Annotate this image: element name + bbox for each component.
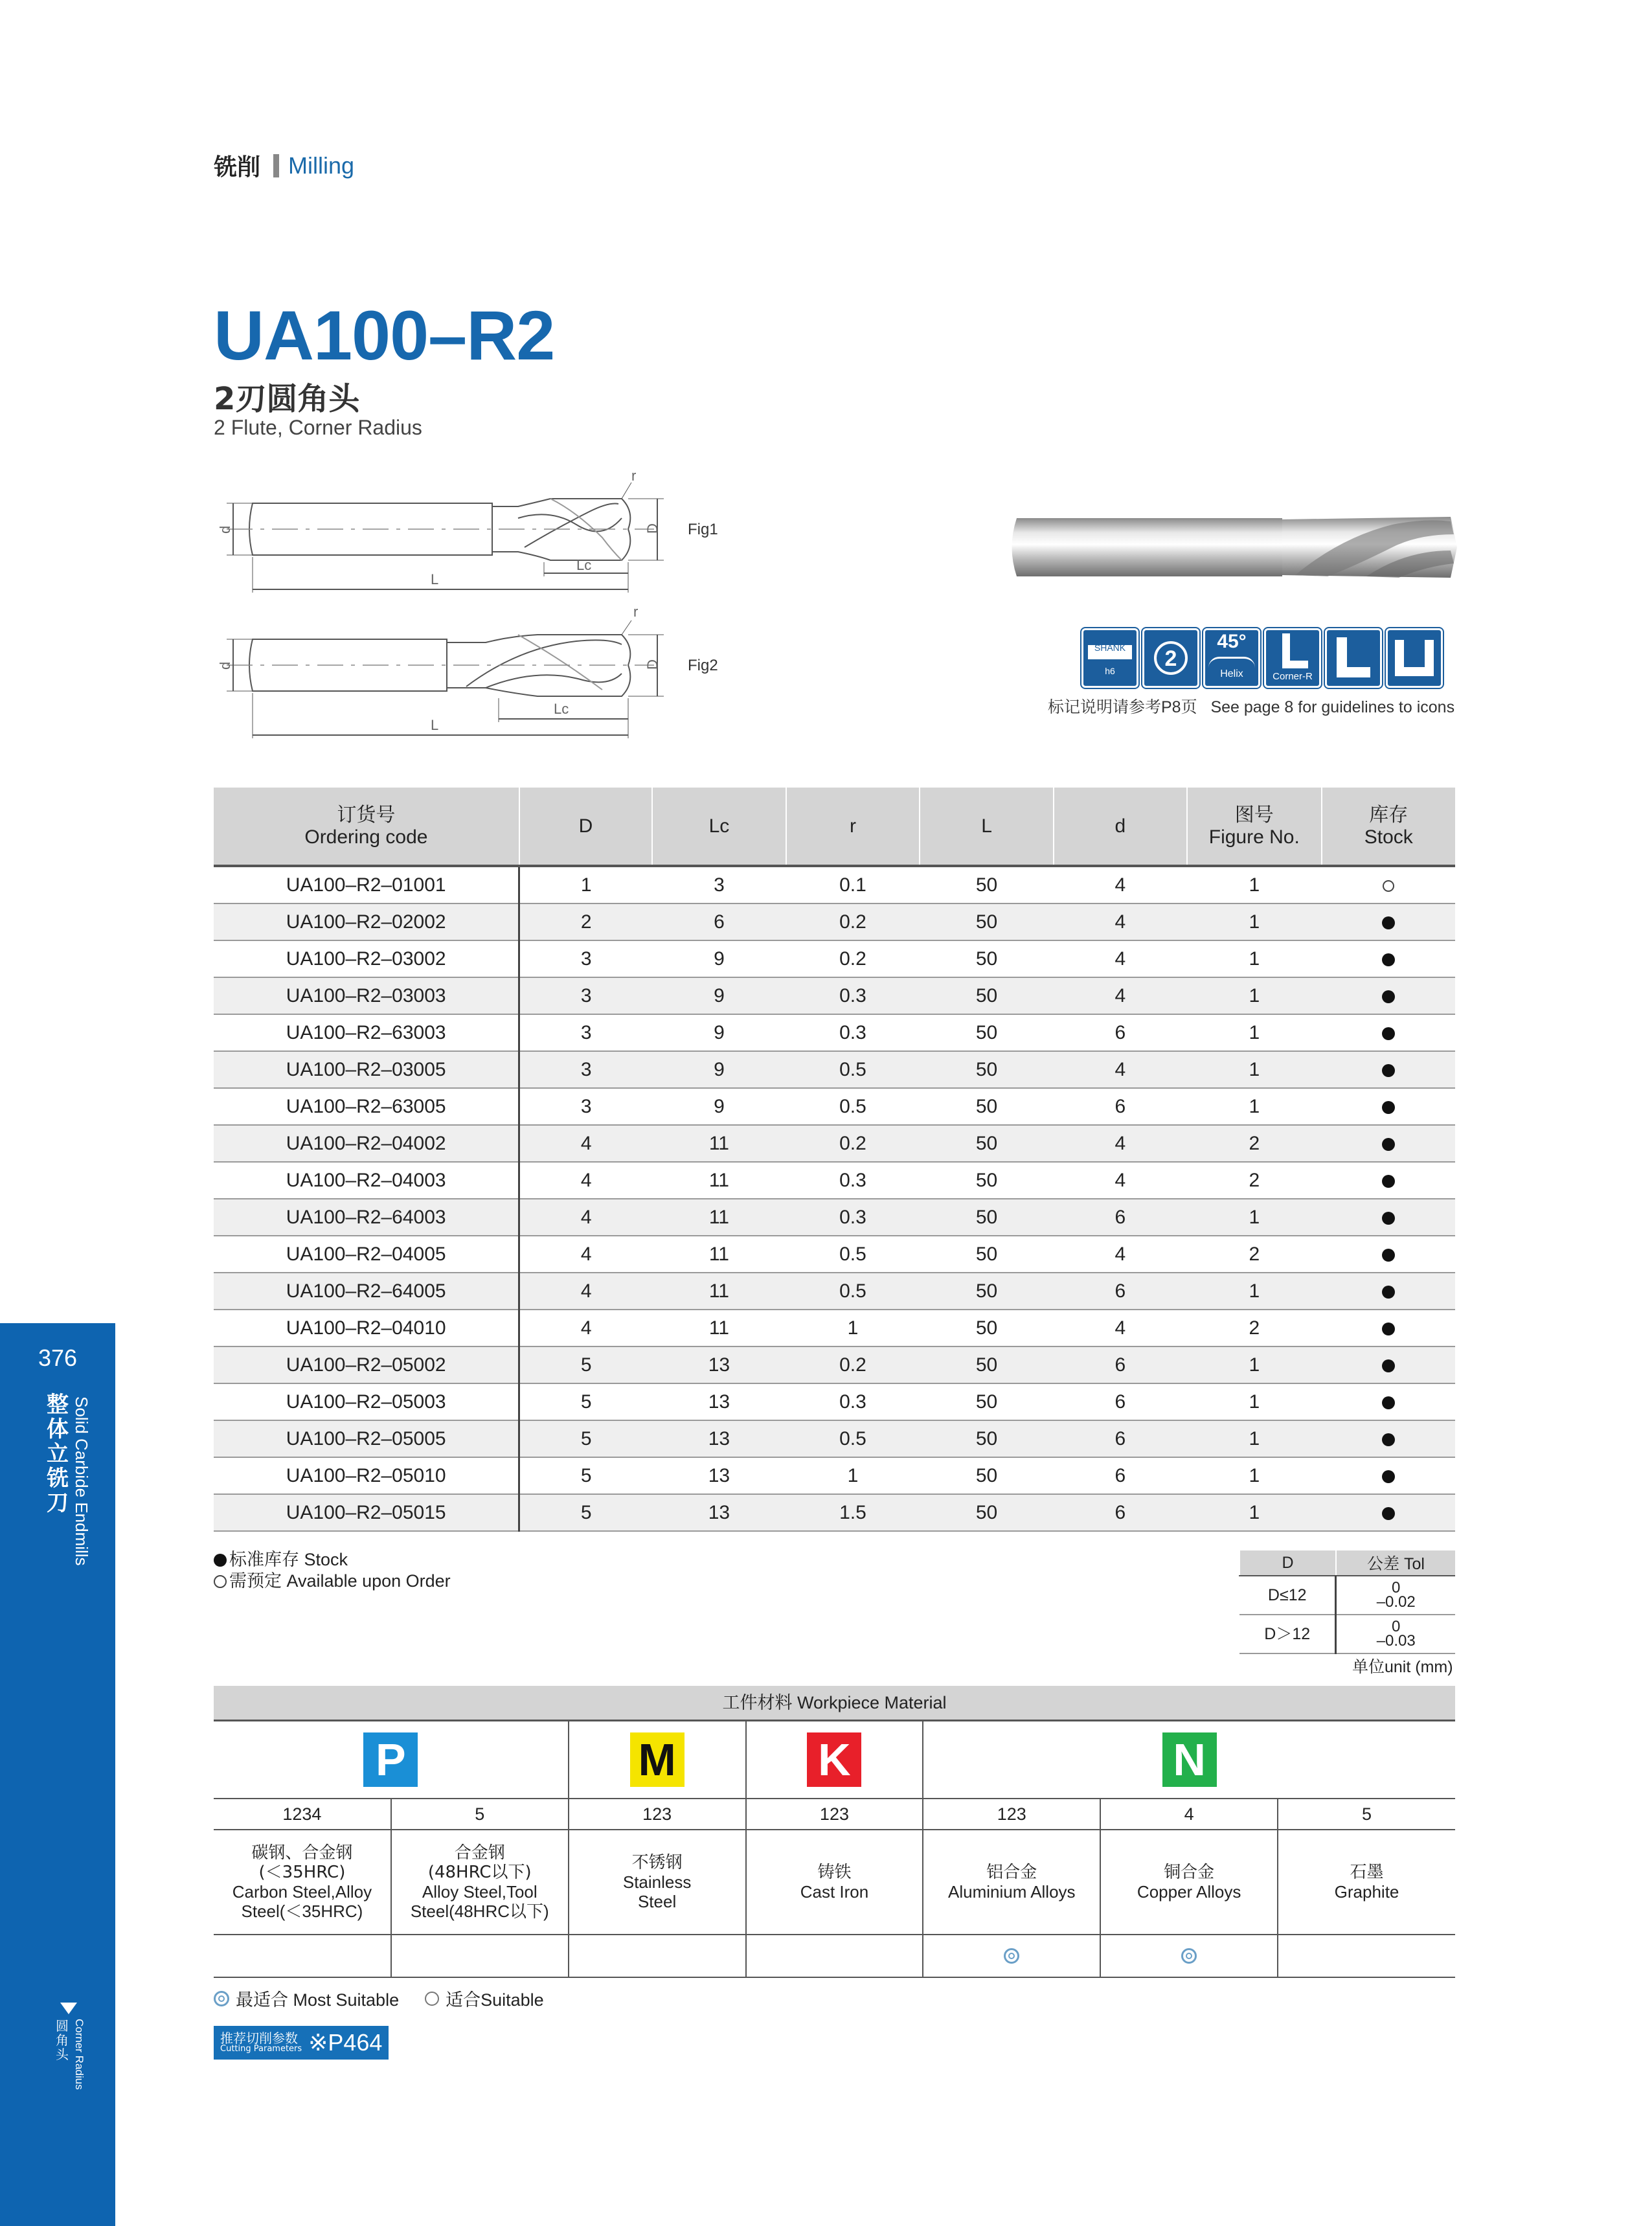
r-cell: 1: [786, 1310, 920, 1346]
suitable-icon: [425, 1992, 439, 2006]
r-cell: 1: [786, 1457, 920, 1494]
stock-cell: [1322, 1125, 1455, 1162]
fig1-dim-D: D: [644, 523, 661, 534]
Lc-cell: 9: [652, 940, 786, 977]
code-cell: UA100–R2–02002: [214, 903, 519, 940]
L-cell: 50: [920, 1346, 1053, 1383]
legend-order: 需预定 Available upon Order: [214, 1571, 451, 1592]
stock-dot-icon: [1382, 1175, 1395, 1188]
figure-cell: 1: [1187, 1014, 1322, 1051]
D-cell: 3: [519, 1051, 652, 1088]
d-cell: 4: [1054, 940, 1187, 977]
r-cell: 0.3: [786, 1014, 920, 1051]
slot-milling-icon: [1386, 628, 1443, 688]
col-d: d: [1054, 788, 1187, 866]
material-name: 碳钢、合金钢 (＜35HRC) Carbon Steel,Alloy Steel(＜35HRC): [214, 1830, 391, 1935]
d-cell: 4: [1054, 1125, 1187, 1162]
stock-dot-icon: [1382, 1323, 1395, 1335]
material-badge: K: [807, 1732, 861, 1787]
stock-cell: [1322, 1162, 1455, 1199]
code-cell: UA100–R2–04003: [214, 1162, 519, 1199]
code-cell: UA100–R2–64003: [214, 1199, 519, 1236]
arrow-down-icon: [60, 2003, 77, 2014]
table-row: [214, 1051, 1455, 1088]
d-cell: 4: [1054, 1236, 1187, 1273]
fig1-dim-r: r: [631, 473, 637, 484]
table-row: [214, 1236, 1455, 1273]
D-cell: 4: [519, 1310, 652, 1346]
D-cell: 3: [519, 977, 652, 1014]
stock-dot-icon: [1382, 953, 1395, 966]
table-row: [214, 1162, 1455, 1199]
stock-dot-icon: [1382, 1359, 1395, 1372]
stock-dot-icon: [1382, 1027, 1395, 1040]
d-cell: 6: [1054, 1199, 1187, 1236]
figure-cell: 1: [1187, 1088, 1322, 1125]
stock-dot-icon: [1382, 990, 1395, 1003]
col-stock: 库存 Stock: [1322, 788, 1455, 866]
stock-cell: [1322, 1457, 1455, 1494]
figure-cell: 2: [1187, 1125, 1322, 1162]
d-cell: 6: [1054, 1273, 1187, 1310]
material-name: 铜合金 Copper Alloys: [1100, 1830, 1278, 1935]
col-L: L: [920, 788, 1053, 866]
tol-row: D≤12 0 –0.02: [1239, 1576, 1455, 1615]
d-cell: 4: [1054, 1162, 1187, 1199]
col-D: D: [519, 788, 652, 866]
table-row: [214, 1383, 1455, 1420]
r-cell: 0.5: [786, 1088, 920, 1125]
workpiece-table: [214, 1721, 1455, 1978]
r-cell: 0.2: [786, 1125, 920, 1162]
L-cell: 50: [920, 1273, 1053, 1310]
d-cell: 4: [1054, 977, 1187, 1014]
D-cell: 5: [519, 1494, 652, 1531]
table-row: [214, 1125, 1455, 1162]
workpiece-title: 工件材料 Workpiece Material: [214, 1686, 1455, 1721]
figure-cell: 2: [1187, 1236, 1322, 1273]
stock-cell: [1322, 1273, 1455, 1310]
material-badge: M: [630, 1732, 685, 1787]
stock-dot-icon: [1382, 1433, 1395, 1446]
order-ring-icon: [214, 1575, 227, 1588]
suitability-cell: [1278, 1935, 1455, 1977]
r-cell: 1.5: [786, 1494, 920, 1531]
stock-cell: [1322, 903, 1455, 940]
stock-cell: [1322, 1051, 1455, 1088]
material-name: 合金钢 (48HRC以下) Alloy Steel,Tool Steel(48HRC以下): [391, 1830, 569, 1935]
helix-45-icon: 45° Helix: [1203, 628, 1260, 688]
stock-cell: [1322, 977, 1455, 1014]
order-ring-icon: [1383, 880, 1394, 892]
code-cell: UA100–R2–05005: [214, 1420, 519, 1457]
Lc-cell: 9: [652, 1014, 786, 1051]
code-cell: UA100–R2–05010: [214, 1457, 519, 1494]
stock-dot-icon: [1382, 1286, 1395, 1299]
table-row: [214, 940, 1455, 977]
r-cell: 0.5: [786, 1236, 920, 1273]
code-cell: UA100–R2–05003: [214, 1383, 519, 1420]
shank-h6-icon: SHANK h6: [1081, 628, 1138, 688]
D-cell: 2: [519, 903, 652, 940]
Lc-cell: 13: [652, 1457, 786, 1494]
tol-row: D＞12 0 –0.03: [1239, 1615, 1455, 1653]
stock-cell: [1322, 1420, 1455, 1457]
stock-cell: [1322, 1494, 1455, 1531]
d-cell: 6: [1054, 1014, 1187, 1051]
corner-radius-icon: Corner-R: [1264, 628, 1321, 688]
product-name-en: 2 Flute, Corner Radius: [214, 416, 422, 439]
stock-cell: [1322, 940, 1455, 977]
material-code: 123: [569, 1799, 746, 1830]
L-cell: 50: [920, 1088, 1053, 1125]
table-row: [214, 977, 1455, 1014]
stock-cell: [1322, 1346, 1455, 1383]
d-cell: 6: [1054, 1346, 1187, 1383]
code-cell: UA100–R2–05015: [214, 1494, 519, 1531]
material-group-m: [569, 1721, 746, 1799]
fig1-dim-Lc: Lc: [576, 557, 592, 573]
stock-cell: [1322, 1383, 1455, 1420]
D-cell: 3: [519, 1088, 652, 1125]
stock-dot-icon: [1382, 1507, 1395, 1520]
D-cell: 5: [519, 1457, 652, 1494]
material-code: 5: [1278, 1799, 1455, 1830]
most-suitable-icon: [214, 1991, 229, 2006]
product-name-cn: 2刃圆角头: [214, 381, 360, 417]
feature-icons: [1081, 628, 1443, 688]
code-cell: UA100–R2–04005: [214, 1236, 519, 1273]
fig1-dim-L: L: [431, 571, 439, 587]
D-cell: 4: [519, 1199, 652, 1236]
d-cell: 6: [1054, 1420, 1187, 1457]
suitability-cell: [391, 1935, 569, 1977]
material-name: 不锈钢 Stainless Steel: [569, 1830, 746, 1935]
fig2-dim-r: r: [633, 604, 639, 620]
D-cell: 4: [519, 1162, 652, 1199]
L-cell: 50: [920, 1162, 1053, 1199]
Lc-cell: 6: [652, 903, 786, 940]
fig1-dim-d: d: [217, 525, 233, 534]
Lc-cell: 13: [652, 1383, 786, 1420]
d-cell: 4: [1054, 903, 1187, 940]
fig2-label: Fig2: [688, 657, 718, 674]
section-title-cn: 铣削: [214, 154, 261, 181]
r-cell: 0.2: [786, 940, 920, 977]
tol-head-tol: 公差 Tol: [1336, 1550, 1455, 1576]
tolerance-table: [1239, 1550, 1455, 1654]
Lc-cell: 11: [652, 1273, 786, 1310]
table-header-row: [214, 788, 1455, 866]
fig1-drawing: [227, 483, 664, 593]
suitability-cell: [569, 1935, 746, 1977]
figure-cell: 1: [1187, 1346, 1322, 1383]
table-row: [214, 1310, 1455, 1346]
suitability-cell: [214, 1935, 391, 1977]
figure-cell: 1: [1187, 1420, 1322, 1457]
table-row: [214, 1346, 1455, 1383]
section-divider: [273, 154, 279, 177]
L-cell: 50: [920, 1310, 1053, 1346]
r-cell: 0.5: [786, 1273, 920, 1310]
Lc-cell: 13: [652, 1420, 786, 1457]
figure-cell: 1: [1187, 1051, 1322, 1088]
table-row: [214, 1199, 1455, 1236]
most-suitable-icon: [1181, 1948, 1197, 1964]
material-code: 4: [1100, 1799, 1278, 1830]
L-cell: 50: [920, 903, 1053, 940]
D-cell: 4: [519, 1236, 652, 1273]
table-row: [214, 1457, 1455, 1494]
D-cell: 5: [519, 1383, 652, 1420]
suitability-cell: [1100, 1935, 1278, 1977]
r-cell: 0.1: [786, 866, 920, 903]
stock-cell: [1322, 1310, 1455, 1346]
L-cell: 50: [920, 940, 1053, 977]
stock-dot-icon: [1382, 1249, 1395, 1262]
col-Lc: Lc: [652, 788, 786, 866]
r-cell: 0.3: [786, 1199, 920, 1236]
sidebar-sub-cn: 圆角头: [56, 2018, 69, 2062]
stock-dot-icon: [1382, 1101, 1395, 1114]
D-cell: 4: [519, 1125, 652, 1162]
fig2-dim-L: L: [431, 717, 439, 733]
material-group-k: [746, 1721, 923, 1799]
r-cell: 0.3: [786, 977, 920, 1014]
D-cell: 5: [519, 1346, 652, 1383]
figure-cell: 1: [1187, 1273, 1322, 1310]
L-cell: 50: [920, 1236, 1053, 1273]
Lc-cell: 11: [652, 1199, 786, 1236]
stock-dot-icon: [1382, 1138, 1395, 1151]
tol-head-D: D: [1239, 1550, 1336, 1576]
stock-dot-icon: [1382, 1470, 1395, 1483]
figure-cell: 2: [1187, 1162, 1322, 1199]
cutting-parameters-link[interactable]: 推荐切削参数 Cutting Parameters ※P464: [214, 2026, 389, 2060]
L-cell: 50: [920, 1051, 1053, 1088]
col-ordering-code: 订货号 Ordering code: [214, 788, 519, 866]
material-name: 石墨 Graphite: [1278, 1830, 1455, 1935]
figure-cell: 1: [1187, 977, 1322, 1014]
material-name: 铸铁 Cast Iron: [746, 1830, 923, 1935]
table-row: [214, 866, 1455, 903]
figure-cell: 1: [1187, 940, 1322, 977]
table-row: [214, 903, 1455, 940]
r-cell: 0.2: [786, 1346, 920, 1383]
code-cell: UA100–R2–03003: [214, 977, 519, 1014]
fig1-label: Fig1: [688, 521, 718, 538]
material-group-p: [214, 1721, 569, 1799]
d-cell: 4: [1054, 866, 1187, 903]
page-number: 376: [38, 1345, 78, 1371]
fig2-dim-Lc: Lc: [554, 701, 569, 717]
section-header: [214, 149, 354, 182]
code-cell: UA100–R2–03002: [214, 940, 519, 977]
Lc-cell: 9: [652, 1088, 786, 1125]
stock-dot-icon: [1382, 916, 1395, 929]
suitability-legend: 最适合 Most Suitable 适合Suitable: [214, 1986, 544, 2011]
code-cell: UA100–R2–04010: [214, 1310, 519, 1346]
d-cell: 6: [1054, 1494, 1187, 1531]
r-cell: 0.5: [786, 1051, 920, 1088]
material-name: 铝合金 Aluminium Alloys: [923, 1830, 1100, 1935]
section-title-en: Milling: [288, 152, 355, 179]
material-badge: N: [1162, 1732, 1217, 1787]
sidebar-category-cn: 整体立铣刀: [47, 1392, 69, 1516]
Lc-cell: 9: [652, 977, 786, 1014]
material-code: 123: [746, 1799, 923, 1830]
L-cell: 50: [920, 1199, 1053, 1236]
material-badge: P: [363, 1732, 418, 1787]
sidebar-category-en: Solid Carbide Endmills: [72, 1396, 91, 1566]
L-cell: 50: [920, 1494, 1053, 1531]
Lc-cell: 3: [652, 866, 786, 903]
stock-dot-icon: [1382, 1064, 1395, 1077]
r-cell: 0.5: [786, 1420, 920, 1457]
D-cell: 5: [519, 1420, 652, 1457]
stock-dot-icon: [1382, 1212, 1395, 1225]
two-flute-icon: 2: [1142, 628, 1199, 688]
D-cell: 1: [519, 866, 652, 903]
figure-cell: 1: [1187, 903, 1322, 940]
Lc-cell: 9: [652, 1051, 786, 1088]
figure-cell: 1: [1187, 1457, 1322, 1494]
L-cell: 50: [920, 866, 1053, 903]
code-cell: UA100–R2–03005: [214, 1051, 519, 1088]
stock-cell: [1322, 1014, 1455, 1051]
code-cell: UA100–R2–63005: [214, 1088, 519, 1125]
Lc-cell: 11: [652, 1236, 786, 1273]
Lc-cell: 11: [652, 1310, 786, 1346]
Lc-cell: 11: [652, 1162, 786, 1199]
d-cell: 4: [1054, 1310, 1187, 1346]
material-group-n: [923, 1721, 1455, 1799]
table-row: [214, 1014, 1455, 1051]
fig2-dim-D: D: [644, 659, 661, 670]
code-cell: UA100–R2–04002: [214, 1125, 519, 1162]
d-cell: 4: [1054, 1051, 1187, 1088]
r-cell: 0.3: [786, 1162, 920, 1199]
technical-drawing: [214, 473, 732, 745]
table-row: [214, 1273, 1455, 1310]
sidebar-sub-en: Corner Radius: [73, 2019, 85, 2090]
d-cell: 6: [1054, 1457, 1187, 1494]
ordering-table: [214, 788, 1455, 1532]
legend-stock: 标准库存 Stock: [214, 1549, 451, 1571]
most-suitable-icon: [1004, 1948, 1019, 1964]
stock-cell: [1322, 866, 1455, 903]
r-cell: 0.2: [786, 903, 920, 940]
side-milling-icon: [1325, 628, 1382, 688]
fig2-drawing: [227, 620, 664, 738]
stock-cell: [1322, 1088, 1455, 1125]
stock-cell: [1322, 1236, 1455, 1273]
Lc-cell: 11: [652, 1125, 786, 1162]
col-r: r: [786, 788, 920, 866]
Lc-cell: 13: [652, 1346, 786, 1383]
stock-dot-icon: [1382, 1396, 1395, 1409]
L-cell: 50: [920, 1383, 1053, 1420]
L-cell: 50: [920, 977, 1053, 1014]
unit-note: 单位unit (mm): [1352, 1658, 1453, 1676]
table-row: [214, 1420, 1455, 1457]
stock-legend: [214, 1549, 451, 1592]
code-cell: UA100–R2–01001: [214, 866, 519, 903]
table-row: [214, 1494, 1455, 1531]
suitability-cell: [923, 1935, 1100, 1977]
material-code: 123: [923, 1799, 1100, 1830]
L-cell: 50: [920, 1014, 1053, 1051]
d-cell: 6: [1054, 1088, 1187, 1125]
code-cell: UA100–R2–64005: [214, 1273, 519, 1310]
stock-cell: [1322, 1199, 1455, 1236]
icon-guideline-note: 标记说明请参考P8页 See page 8 for guidelines to icons: [1048, 698, 1455, 716]
D-cell: 4: [519, 1273, 652, 1310]
D-cell: 3: [519, 1014, 652, 1051]
figure-cell: 1: [1187, 866, 1322, 903]
D-cell: 3: [519, 940, 652, 977]
table-row: [214, 1088, 1455, 1125]
material-code: 1234: [214, 1799, 391, 1830]
figure-cell: 2: [1187, 1310, 1322, 1346]
r-cell: 0.3: [786, 1383, 920, 1420]
L-cell: 50: [920, 1420, 1053, 1457]
material-code: 5: [391, 1799, 569, 1830]
figure-cell: 1: [1187, 1199, 1322, 1236]
suitability-cell: [746, 1935, 923, 1977]
product-photo: [1004, 512, 1457, 583]
code-cell: UA100–R2–63003: [214, 1014, 519, 1051]
fig2-dim-d: d: [217, 661, 233, 670]
col-figure: 图号 Figure No.: [1187, 788, 1322, 866]
product-model: UA100–R2: [214, 296, 555, 374]
code-cell: UA100–R2–05002: [214, 1346, 519, 1383]
L-cell: 50: [920, 1457, 1053, 1494]
d-cell: 6: [1054, 1383, 1187, 1420]
stock-dot-icon: [214, 1554, 227, 1567]
Lc-cell: 13: [652, 1494, 786, 1531]
figure-cell: 1: [1187, 1494, 1322, 1531]
L-cell: 50: [920, 1125, 1053, 1162]
figure-cell: 1: [1187, 1383, 1322, 1420]
